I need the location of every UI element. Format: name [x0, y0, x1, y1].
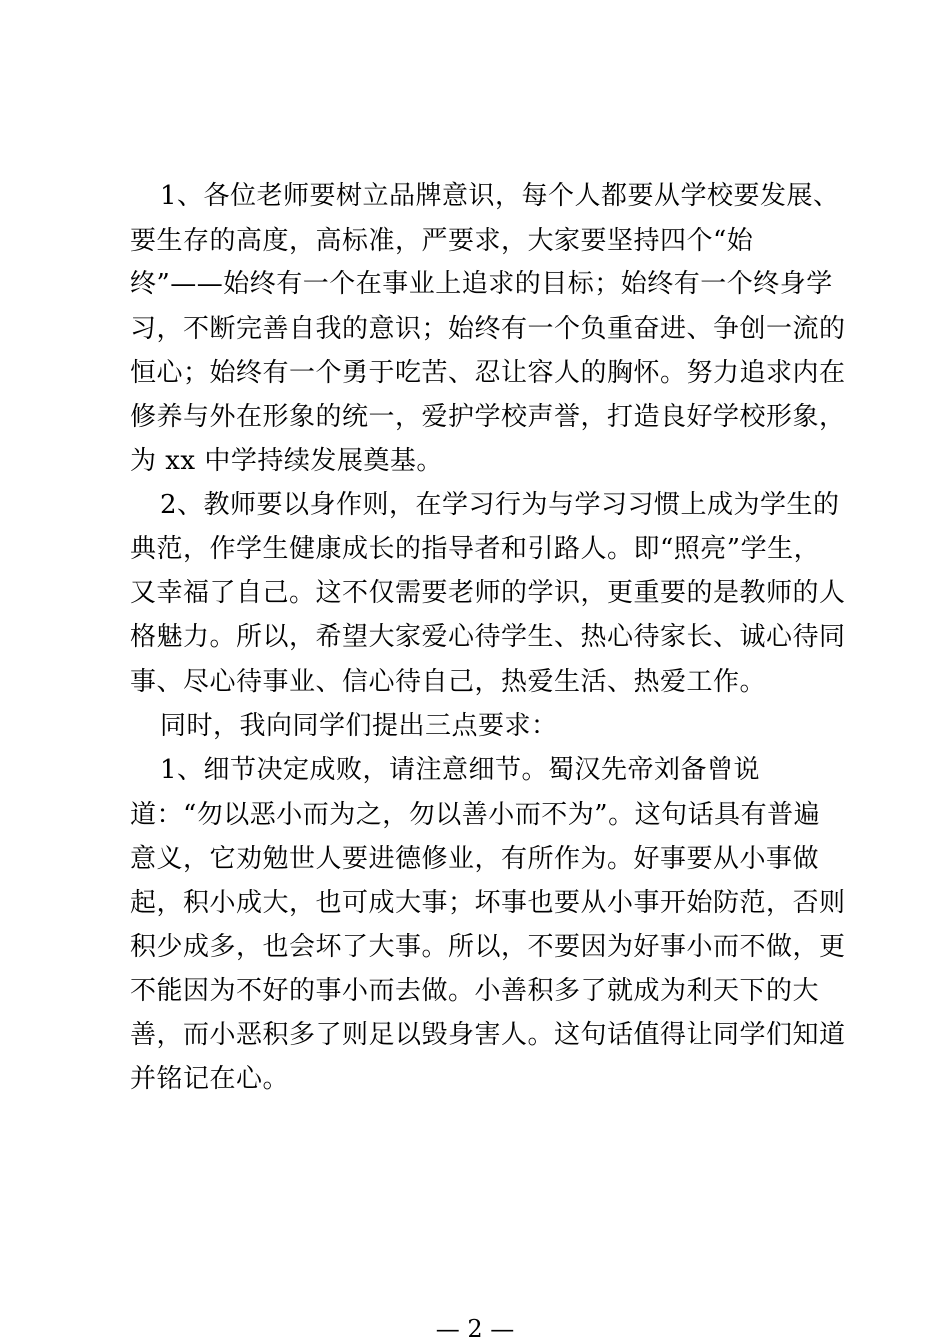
text-line: 积少成多，也会坏了大事。所以，不要因为好事小而不做，更 — [130, 932, 846, 962]
text-line: 修养与外在形象的统一，爱护学校声誉，打造良好学校形象， — [130, 402, 846, 432]
text-line: 不能因为不好的事小而去做。小善积多了就成为利天下的大 — [130, 976, 820, 1006]
text-line: 又幸福了自己。这不仅需要老师的学识，更重要的是教师的人 — [130, 578, 846, 608]
text-line: 事、尽心待事业、信心待自己，热爱生活、热爱工作。 — [130, 667, 767, 697]
text-line: 起，积小成大，也可成大事；坏事也要从小事开始防范，否则 — [130, 888, 846, 918]
text-line: 习，不断完善自我的意识；始终有一个负重奋进、争创一流的 — [130, 314, 846, 344]
text-line: 为 xx 中学持续发展奠基。 — [130, 446, 443, 476]
text-line: 同时，我向同学们提出三点要求： — [160, 711, 558, 741]
text-line: 意义，它劝勉世人要进德修业，有所作为。好事要从小事做 — [130, 844, 820, 874]
text-line: 2、教师要以身作则，在学习行为与学习习惯上成为学生的 — [160, 490, 840, 520]
text-line: 善，而小恶积多了则足以毁身害人。这句话值得让同学们知道 — [130, 1020, 846, 1050]
text-line: 1、细节决定成败，请注意细节。蜀汉先帝刘备曾说 — [160, 755, 761, 785]
text-line: 恒心；始终有一个勇于吃苦、忍让容人的胸怀。努力追求内在 — [130, 358, 846, 388]
text-line: 1、各位老师要树立品牌意识，每个人都要从学校要发展、 — [160, 181, 840, 211]
text-line: 格魅力。所以，希望大家爱心待学生、热心待家长、诚心待同 — [130, 622, 846, 652]
text-line: 要生存的高度，高标准，严要求，大家要坚持四个“始 — [130, 226, 754, 256]
page-number: — 2 — — [435, 1315, 515, 1343]
text-line: 道：“勿以恶小而为之，勿以善小而不为”。这句话具有普遍 — [130, 800, 821, 830]
text-line: 典范，作学生健康成长的指导者和引路人。即“照亮”学生， — [130, 534, 821, 564]
text-line: 终”——始终有一个在事业上追求的目标；始终有一个终身学 — [130, 269, 833, 299]
text-line: 并铭记在心。 — [130, 1064, 290, 1094]
